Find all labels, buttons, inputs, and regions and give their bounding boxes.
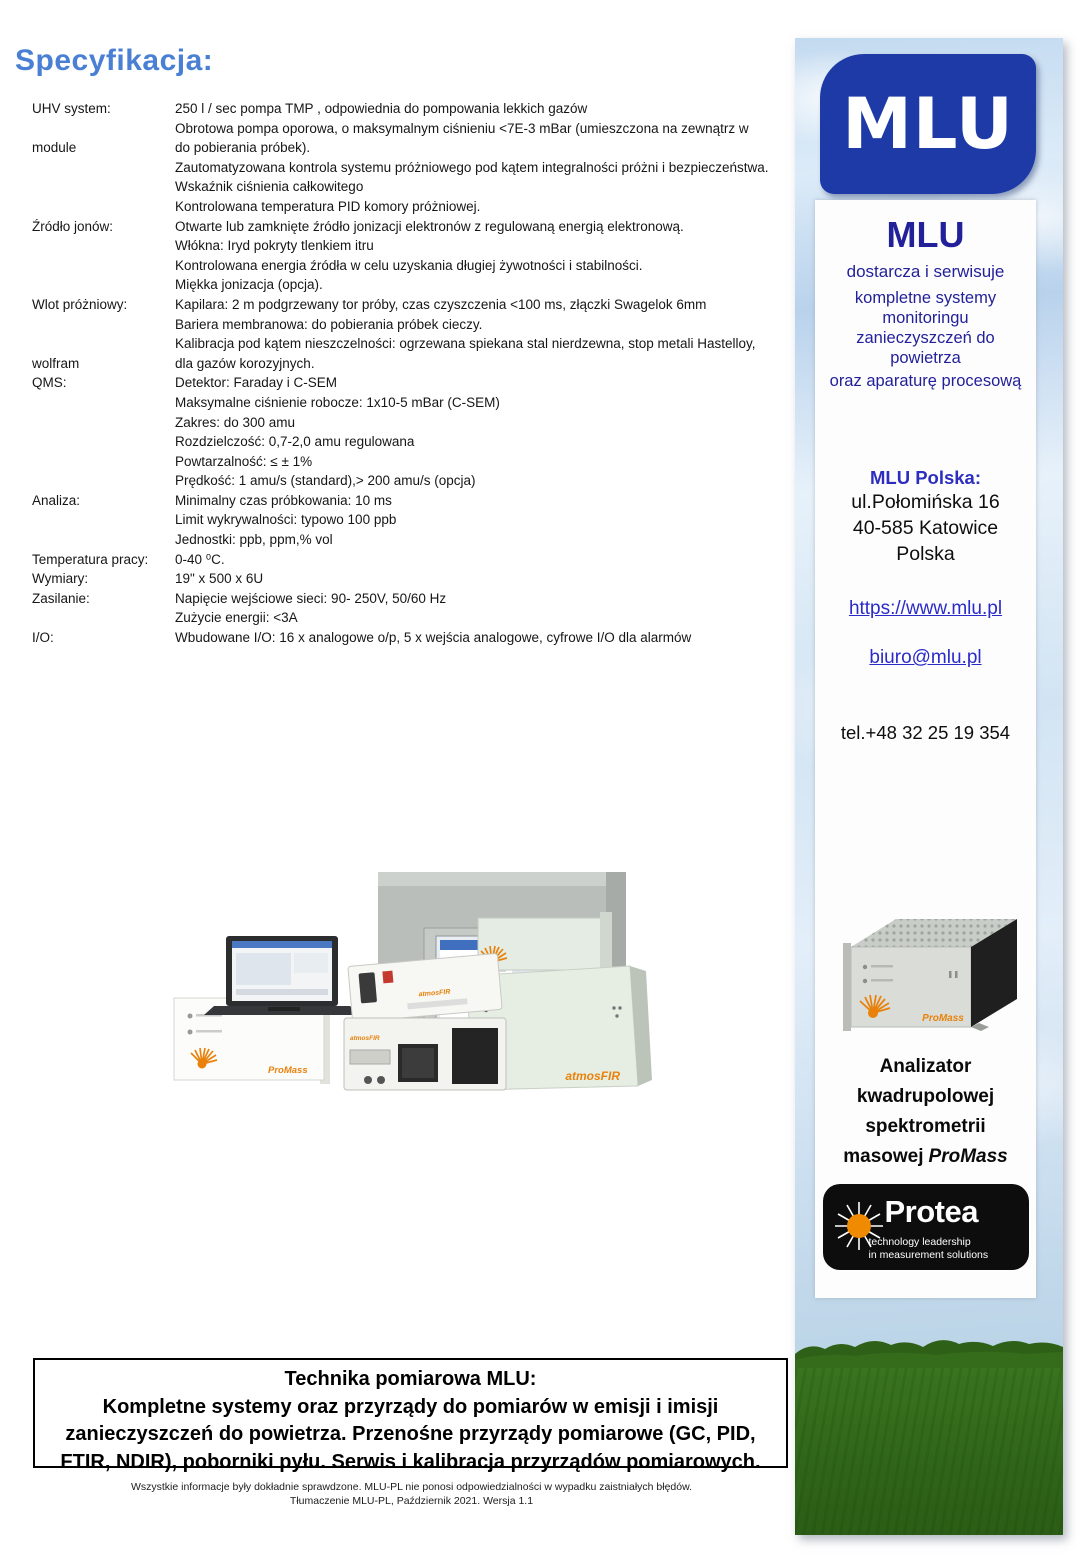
spec-row <box>32 177 777 197</box>
spec-value: Bariera membranowa: do pobierania próbek cieczy. <box>175 316 483 332</box>
spec-row <box>32 530 777 550</box>
website-link[interactable]: https://www.mlu.pl <box>848 598 1003 619</box>
spec-row <box>32 275 777 295</box>
laptop-illustration <box>204 936 360 1015</box>
spec-row <box>32 393 777 413</box>
spec-label <box>32 158 175 178</box>
promass-photo <box>815 909 1036 1046</box>
spec-row <box>32 99 777 119</box>
caption-line4 <box>815 1142 1036 1172</box>
protea-logo <box>823 1184 1029 1270</box>
spec-value: Zużycie energii: <3A <box>175 610 298 626</box>
spec-row <box>32 354 777 374</box>
address-street: ul.Połomińska 16 <box>851 491 1000 513</box>
spec-label <box>32 256 175 276</box>
promass-label: ProMass <box>268 1065 308 1076</box>
spec-label <box>32 452 175 472</box>
atmosfir-label-bottom: atmosFIR <box>350 1035 380 1042</box>
spec-label <box>32 432 175 452</box>
spec-label: Zasilanie: <box>32 590 90 606</box>
spec-value: do pobierania próbek). <box>175 140 311 156</box>
caption-line4-text: masowej <box>843 1146 924 1167</box>
footer-box-body: Kompletne systemy oraz przyrządy do pomiarów w emisji i imisji zanieczyszczeń do powietrza. Przenośne przyrządy pomiarowe (GC, PID, FTIR, NDIR), poborniki pyłu. Serwis i kalibracja przyrządów pomiarowych. <box>60 1395 761 1473</box>
mlu-logo-text: MLU <box>842 83 1014 165</box>
fine-print <box>33 1480 790 1508</box>
spec-label: Wlot próżniowy: <box>32 296 128 312</box>
protea-name: Protea <box>884 1194 978 1229</box>
footer-box <box>33 1358 788 1473</box>
spec-row <box>32 628 777 648</box>
spec-label <box>32 413 175 433</box>
sidebar-intro-line3: oraz aparaturę procesową <box>829 372 1022 390</box>
spec-row <box>32 510 777 530</box>
spec-value: dla gazów korozyjnych. <box>175 355 315 371</box>
spec-value: Wbudowane I/O: 16 x analogowe o/p, 5 x wejścia analogowe, cyfrowe I/O dla alarmów <box>175 630 692 646</box>
treeline-image <box>795 1332 1063 1368</box>
spec-value: 0-40 ⁰C. <box>175 551 225 567</box>
address-country: Polska <box>896 543 955 565</box>
product-collage-image <box>168 858 673 1113</box>
spec-row <box>32 432 777 452</box>
spec-row <box>32 608 777 628</box>
address-city: 40-585 Katowice <box>852 517 999 539</box>
spec-label: UHV system: <box>32 101 111 116</box>
spec-label: Źródło jonów: <box>32 218 114 234</box>
spec-label <box>32 608 175 628</box>
atmosfir-label: atmosFIR <box>565 1069 620 1083</box>
spec-row <box>32 589 777 609</box>
promass-photo-label: ProMass <box>921 1013 964 1024</box>
fine-print-line2: Tłumaczenie MLU-PL, Październik 2021. Wersja 1.1 <box>289 1495 534 1507</box>
promass-photo-image <box>821 909 1031 1041</box>
spec-label <box>32 334 175 354</box>
phone-number: tel.+48 32 25 19 354 <box>840 722 1011 743</box>
spec-value: Zautomatyzowana kontrola systemu próżniowego pod kątem integralności próżni i bezpieczeństwa. <box>175 159 769 175</box>
spec-value: Kontrolowana temperatura PID komory próżniowej. <box>175 198 481 214</box>
spec-label: Temperatura pracy: <box>32 551 149 567</box>
spec-value: Minimalny czas próbkowania: 10 ms <box>175 492 392 508</box>
caption-line1: Analizator <box>879 1056 972 1077</box>
sidebar <box>795 38 1063 1535</box>
spec-label: QMS: <box>32 375 67 391</box>
product-collage <box>168 858 673 1113</box>
fine-print-line1: Wszystkie informacje były dokładnie sprawdzone. MLU-PL nie ponosi odpowiedzialności w wypadku zaistniałych błędów. <box>130 1481 693 1493</box>
spec-label: wolfram <box>32 355 80 371</box>
sidebar-intro-line2: kompletne systemy monitoringu zanieczyszczeń do powietrza <box>854 289 997 367</box>
spec-value: Miękka jonizacja (opcja). <box>175 277 323 293</box>
caption-line3: spektrometrii <box>865 1116 986 1137</box>
spec-value: Obrotowa pompa oporowa, o maksymalnym ciśnieniu <7E-3 mBar (umieszczona na zewnątrz w <box>175 120 749 136</box>
spec-label <box>32 530 175 550</box>
spec-value: Kalibracja pod kątem nieszczelności: ogrzewana spiekana stal nierdzewna, stop metali Hastelloy, <box>175 336 756 352</box>
protea-tagline-line2: in measurement solutions <box>868 1249 989 1261</box>
spec-label <box>32 510 175 530</box>
sidebar-company-name: MLU <box>886 214 965 255</box>
spec-value: 19" x 500 x 6U <box>175 571 264 587</box>
spec-label <box>32 119 175 139</box>
spec-value: Kontrolowana energia źródła w celu uzyskania długiej żywotności i stabilności. <box>175 257 643 273</box>
spec-label <box>32 275 175 295</box>
spec-row <box>32 569 777 589</box>
portable-analyzer-illustration <box>344 953 506 1090</box>
spec-value: Detektor: Faraday i C-SEM <box>175 375 338 391</box>
spec-value: Limit wykrywalności: typowo 100 ppb <box>175 512 397 528</box>
spec-row <box>32 158 777 178</box>
spec-value: Rozdzielczość: 0,7-2,0 amu regulowana <box>175 434 415 450</box>
spec-row <box>32 236 777 256</box>
spec-row <box>32 334 777 354</box>
spec-row <box>32 452 777 472</box>
protea-tagline-line1: technology leadership <box>868 1236 971 1248</box>
spec-label: Analiza: <box>32 492 81 508</box>
spec-value: Jednostki: ppb, ppm,% vol <box>175 532 333 548</box>
analyzer-caption <box>815 1052 1036 1172</box>
spec-row <box>32 315 777 335</box>
caption-promass: ProMass <box>928 1146 1008 1167</box>
spec-row <box>32 256 777 276</box>
spec-value: Prędkość: 1 amu/s (standard),> 200 amu/s (opcja) <box>175 473 476 489</box>
sidebar-intro-line1: dostarcza i serwisuje <box>846 262 1005 281</box>
spec-value: Włókna: Iryd pokryty tlenkiem itru <box>175 238 374 254</box>
spec-value: 250 l / sec pompa TMP , odpowiednia do pompowania lekkich gazów <box>175 101 588 116</box>
protea-tagline <box>869 1236 989 1262</box>
grass-field-image <box>795 1368 1063 1535</box>
spec-row <box>32 550 777 570</box>
spec-label: module <box>32 140 77 156</box>
spec-label: Wymiary: <box>32 571 89 587</box>
spec-label: I/O: <box>32 630 54 646</box>
atmosfir-label-small: atmosFIR <box>418 988 451 999</box>
spec-row <box>32 373 777 393</box>
spec-value: Otwarte lub zamknięte źródło jonizacji elektronów z regulowaną energią elektronową. <box>175 218 684 234</box>
spec-label <box>32 393 175 413</box>
spec-value: Kapilara: 2 m podgrzewany tor próby, czas czyszczenia <100 ms, złączki Swagelok 6mm <box>175 296 707 312</box>
mlu-logo <box>820 54 1036 194</box>
spec-row <box>32 413 777 433</box>
spec-label <box>32 177 175 197</box>
email-link[interactable]: biuro@mlu.pl <box>869 647 982 668</box>
spec-label <box>32 471 175 491</box>
spec-row <box>32 491 777 511</box>
spec-value: Maksymalne ciśnienie robocze: 1x10-5 mBar (C-SEM) <box>175 394 500 410</box>
spec-label <box>32 197 175 217</box>
sidebar-panel <box>815 200 1036 1298</box>
spec-row <box>32 138 777 158</box>
spec-value: Napięcie wejściowe sieci: 90- 250V, 50/60 Hz <box>175 590 447 606</box>
caption-line2: kwadrupolowej <box>856 1086 995 1107</box>
spec-row <box>32 471 777 491</box>
footer-box-title: Technika pomiarowa MLU: <box>284 1368 537 1390</box>
spec-row <box>32 217 777 237</box>
spec-value: Zakres: do 300 amu <box>175 414 296 430</box>
spec-row <box>32 197 777 217</box>
spec-row <box>32 295 777 315</box>
spec-value: Powtarzalność: ≤ ± 1% <box>175 453 313 469</box>
spec-value: Wskaźnik ciśnienia całkowitego <box>175 179 364 195</box>
spec-list <box>32 99 777 648</box>
address-title: MLU Polska: <box>869 467 982 488</box>
spec-label <box>32 236 175 256</box>
spec-label <box>32 315 175 335</box>
spec-row <box>32 119 777 139</box>
page-title: Specyfikacja: <box>15 44 214 77</box>
